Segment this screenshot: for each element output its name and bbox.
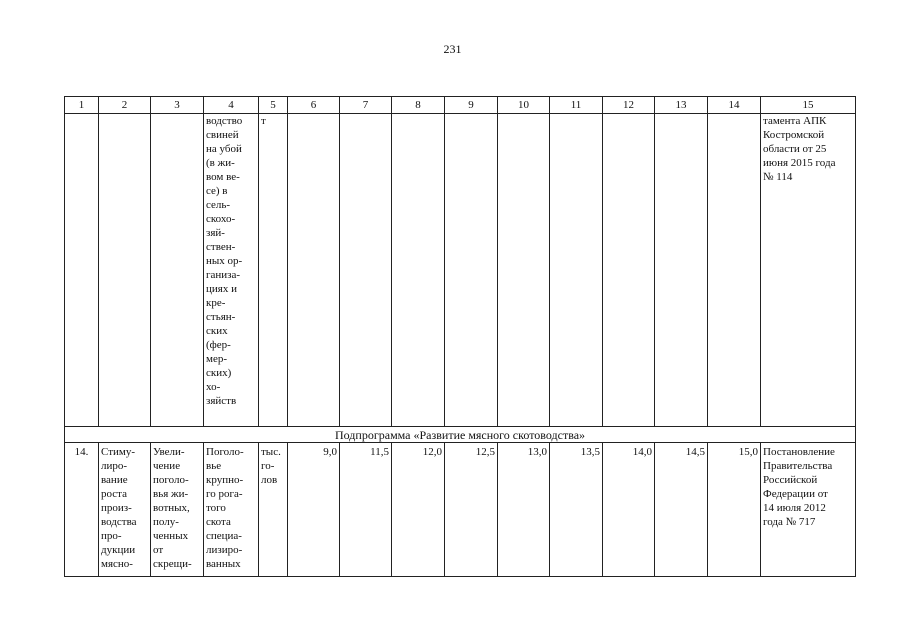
value-cell: 12,5 <box>445 443 498 577</box>
data-table <box>64 96 856 577</box>
header-cell: 6 <box>288 97 340 114</box>
table-row <box>65 443 856 577</box>
header-cell: 14 <box>708 97 761 114</box>
value-cell: 11,5 <box>340 443 392 577</box>
header-cell: 4 <box>204 97 259 114</box>
header-cell: 10 <box>498 97 550 114</box>
table-cell <box>603 114 655 427</box>
table-cell <box>99 114 151 427</box>
source-document-cell: Постановление Правительства Российской Федерации от 14 июля 2012 года № 717 <box>761 443 856 577</box>
continuation-row <box>65 114 856 427</box>
header-cell: 3 <box>151 97 204 114</box>
page-number: 231 <box>443 42 462 56</box>
source-document-cell: тамента АПК Костромской области от 25 июня 2015 года № 114 <box>761 114 856 427</box>
indicator-name-cell: водство свиней на убой (в жи- вом ве- се) в сель- скохо- зяй- ствен- ных ор- ганиза- циях и кре- стьян- ских (фер- мер- ских) хо- зяйств <box>204 114 259 427</box>
table-cell <box>288 114 340 427</box>
value-cell: 15,0 <box>708 443 761 577</box>
table-cell <box>340 114 392 427</box>
table-cell <box>550 114 603 427</box>
header-cell: 7 <box>340 97 392 114</box>
header-cell: 11 <box>550 97 603 114</box>
value-cell: 12,0 <box>392 443 445 577</box>
table-cell <box>708 114 761 427</box>
header-cell: 2 <box>99 97 151 114</box>
header-cell: 5 <box>259 97 288 114</box>
table-cell <box>392 114 445 427</box>
subprogram-row <box>65 427 856 443</box>
header-cell: 12 <box>603 97 655 114</box>
table-cell <box>151 114 204 427</box>
table-cell <box>655 114 708 427</box>
unit-cell: т <box>259 114 288 427</box>
header-cell: 9 <box>445 97 498 114</box>
value-cell: 14,0 <box>603 443 655 577</box>
header-cell: 15 <box>761 97 856 114</box>
indicator-name-cell: Поголо- вье крупно- го рога- того скота специа- лизиро- ванных <box>204 443 259 577</box>
goal-cell: Увели- чение поголо- вья жи- вотных, полу- ченных от скрещи- <box>151 443 204 577</box>
row-number-cell: 14. <box>65 443 99 577</box>
subprogram-title: Подпрограмма «Развитие мясного скотоводства» <box>65 427 856 443</box>
value-cell: 13,5 <box>550 443 603 577</box>
header-cell: 13 <box>655 97 708 114</box>
value-cell: 14,5 <box>655 443 708 577</box>
table-cell <box>445 114 498 427</box>
header-cell: 1 <box>65 97 99 114</box>
table-cell <box>498 114 550 427</box>
measure-name-cell: Стиму- лиро- вание роста произ- водства про- дукции мясно- <box>99 443 151 577</box>
unit-cell: тыс. го- лов <box>259 443 288 577</box>
header-cell: 8 <box>392 97 445 114</box>
value-cell: 9,0 <box>288 443 340 577</box>
table-cell <box>65 114 99 427</box>
value-cell: 13,0 <box>498 443 550 577</box>
header-row <box>65 97 856 114</box>
